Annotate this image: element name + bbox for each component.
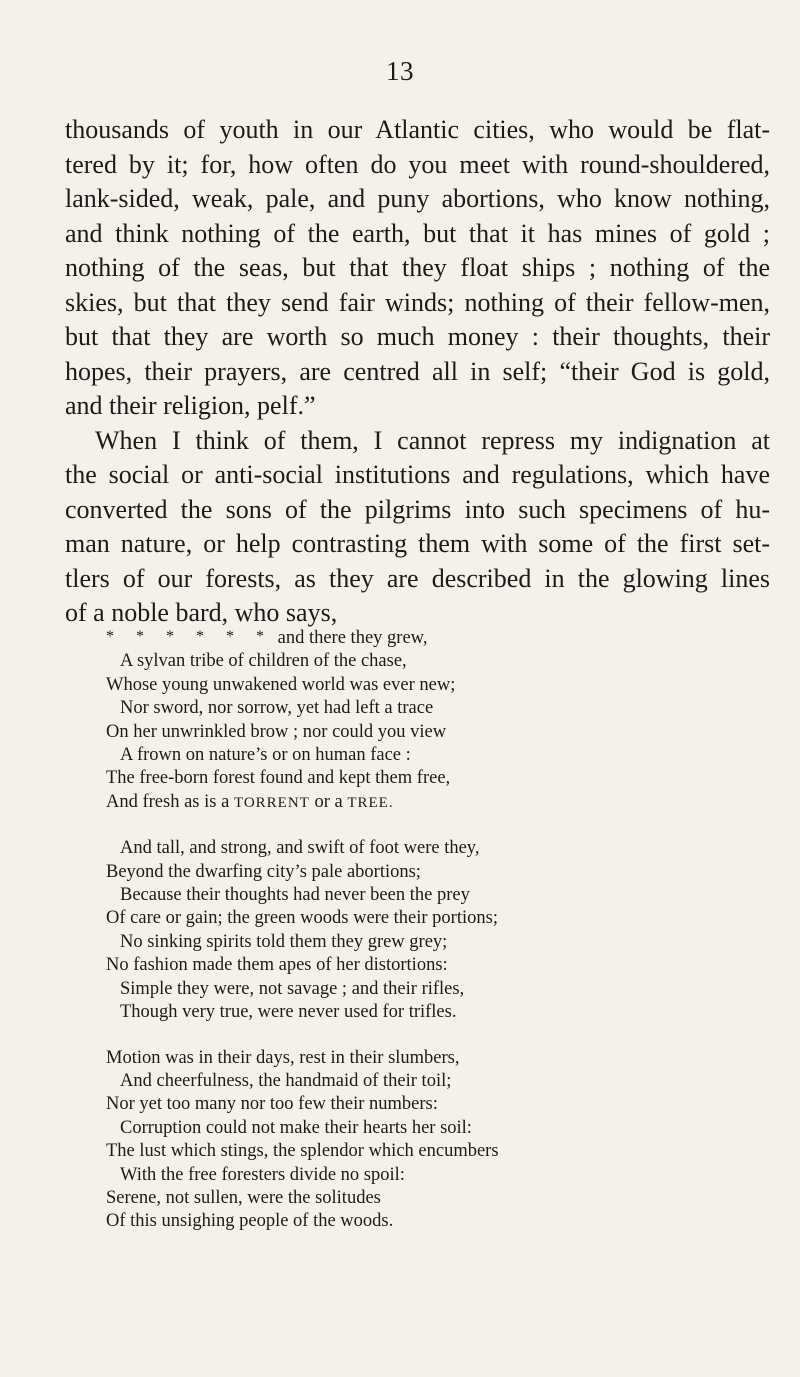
verse-line: A sylvan tribe of children of the chase, bbox=[120, 651, 407, 672]
verse-line bbox=[106, 791, 786, 815]
verse-line bbox=[106, 625, 786, 650]
verse-text: And fresh as is a bbox=[106, 791, 234, 812]
text-line: the social or anti-social institutions and regulations, which have bbox=[65, 460, 770, 489]
verse-line: With the free foresters divide no spoil: bbox=[120, 1164, 405, 1185]
ellipsis-stars: * * * * * * bbox=[106, 628, 273, 645]
verse-line: Of this unsighing people of the woods. bbox=[106, 1211, 394, 1232]
verse-line: Of care or gain; the green woods were their portions; bbox=[106, 908, 498, 929]
verse-line: Nor sword, nor sorrow, yet had left a trace bbox=[120, 698, 434, 719]
verse-line: Beyond the dwarfing city’s pale abortions; bbox=[106, 861, 421, 882]
paragraph-1 bbox=[65, 113, 770, 424]
text-line: skies, but that they send fair winds; nothing of their fellow-men, bbox=[65, 287, 770, 317]
verse-line: Because their thoughts had never been the prey bbox=[120, 885, 470, 906]
text-line: and think nothing of the earth, but that it has mines of gold ; bbox=[65, 218, 770, 248]
text-line: lank-sided, weak, pale, and puny abortions, who know nothing, bbox=[65, 184, 770, 213]
text-line: When I think of them, I cannot repress my indignation at bbox=[95, 425, 770, 455]
verse-line: The free-born forest found and kept them free, bbox=[106, 768, 451, 789]
small-caps-text: TORRENT bbox=[233, 794, 310, 811]
text-line: tlers of our forests, as they are described in the glowing lines bbox=[65, 563, 770, 593]
verse-line: No sinking spirits told them they grew grey; bbox=[120, 931, 448, 952]
verse-line: On her unwrinkled brow ; nor could you view bbox=[106, 721, 447, 742]
verse-line: And cheerfulness, the handmaid of their toil; bbox=[120, 1070, 452, 1091]
text-line: thousands of youth in our Atlantic cities, who would be flat- bbox=[65, 115, 770, 144]
verse-line: The lust which stings, the splendor which encumbers bbox=[106, 1141, 499, 1162]
verse-line: Whose young unwakened world was ever new; bbox=[106, 674, 456, 695]
text-line: tered by it; for, how often do you meet with round-shouldered, bbox=[65, 149, 770, 179]
verse-line: No fashion made them apes of her distortions: bbox=[106, 955, 448, 976]
text-line: hopes, their prayers, are centred all in self; “their God is gold, bbox=[65, 356, 770, 386]
verse-text: or a bbox=[309, 791, 348, 812]
text-line: man nature, or help contrasting them with some of the first set- bbox=[65, 529, 770, 558]
verse-line: A frown on nature’s or on human face : bbox=[120, 745, 411, 766]
poem-quotation bbox=[106, 625, 786, 1256]
text-line: of a noble bard, who says, bbox=[65, 598, 338, 627]
verse-line: And tall, and strong, and swift of foot were they, bbox=[120, 838, 480, 859]
verse-text: and there they grew, bbox=[277, 628, 428, 648]
small-caps-text: TREE. bbox=[347, 794, 394, 811]
verse-line: Motion was in their days, rest in their slumbers, bbox=[106, 1047, 460, 1068]
text-line: but that they are worth so much money : their thoughts, their bbox=[65, 322, 770, 351]
verse-line: Though very true, were never used for trifles. bbox=[120, 1002, 457, 1023]
verse-line: Serene, not sullen, were the solitudes bbox=[106, 1187, 381, 1208]
page-number: 13 bbox=[386, 56, 414, 86]
verse-line: Simple they were, not savage ; and their rifles, bbox=[120, 978, 465, 999]
text-line: and their religion, pelf.” bbox=[65, 391, 316, 420]
text-line: converted the sons of the pilgrims into such specimens of hu- bbox=[65, 494, 770, 524]
verse-line: Nor yet too many nor too few their numbers: bbox=[106, 1094, 438, 1115]
paragraph-2 bbox=[65, 424, 770, 631]
stanza-3 bbox=[106, 1047, 786, 1234]
prose-body bbox=[65, 113, 770, 631]
text-line: nothing of the seas, but that they float ships ; nothing of the bbox=[65, 253, 770, 282]
stanza-1 bbox=[106, 625, 786, 815]
verse-line: Corruption could not make their hearts her soil: bbox=[120, 1117, 472, 1138]
stanza-2 bbox=[106, 837, 786, 1024]
